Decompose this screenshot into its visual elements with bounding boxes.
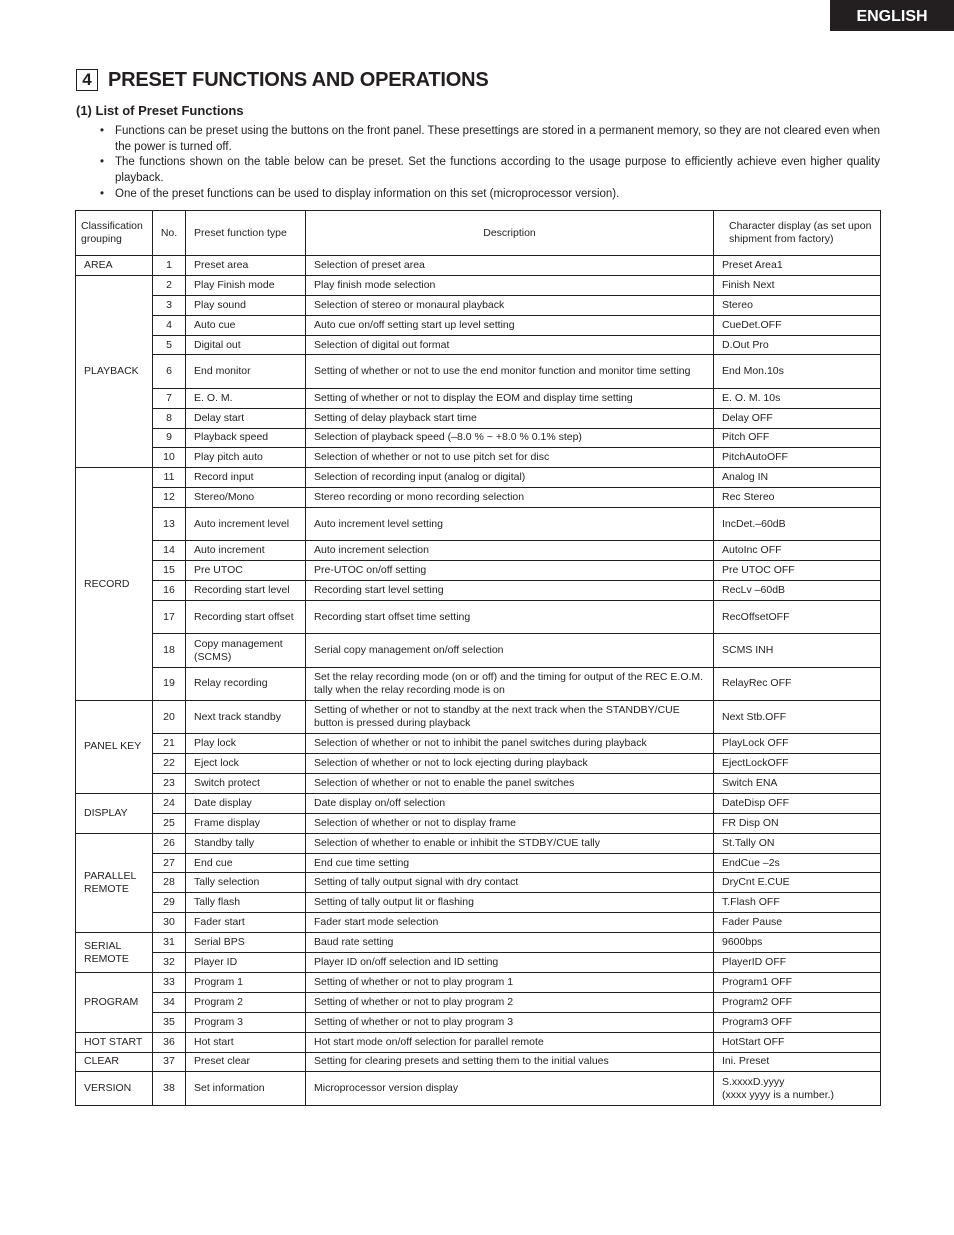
- character-display-cell: Program1 OFF: [714, 972, 881, 992]
- function-number-cell: 7: [153, 388, 186, 408]
- function-type-cell: Program 3: [186, 1012, 306, 1032]
- description-cell: Set the relay recording mode (on or off) and the timing for output of the REC E.O.M. tally when the relay recording mode is on: [306, 667, 714, 700]
- description-cell: Selection of whether or not to lock ejecting during playback: [306, 754, 714, 774]
- function-type-cell: Preset area: [186, 256, 306, 276]
- description-cell: Selection of whether or not to enable the panel switches: [306, 774, 714, 794]
- function-number-cell: 22: [153, 754, 186, 774]
- function-number-cell: 20: [153, 700, 186, 733]
- table-row: [76, 833, 881, 853]
- character-display-cell: RecOffsetOFF: [714, 601, 881, 634]
- table-row: [76, 275, 881, 295]
- character-display-cell: CueDet.OFF: [714, 315, 881, 335]
- table-row: [76, 315, 881, 335]
- table-header-row: [76, 211, 881, 256]
- description-cell: Setting of whether or not to play program 2: [306, 992, 714, 1012]
- classification-cell: DISPLAY: [76, 793, 153, 833]
- character-display-cell: Fader Pause: [714, 913, 881, 933]
- description-cell: Recording start offset time setting: [306, 601, 714, 634]
- function-type-cell: Next track standby: [186, 700, 306, 733]
- description-cell: Selection of stereo or monaural playback: [306, 295, 714, 315]
- description-cell: Selection of whether or not to inhibit the panel switches during playback: [306, 734, 714, 754]
- function-type-cell: End monitor: [186, 355, 306, 388]
- classification-cell: CLEAR: [76, 1052, 153, 1072]
- table-body: [76, 256, 881, 1106]
- function-number-cell: 4: [153, 315, 186, 335]
- function-type-cell: Digital out: [186, 335, 306, 355]
- table-row: [76, 581, 881, 601]
- character-display-cell: E. O. M. 10s: [714, 388, 881, 408]
- table-row: [76, 541, 881, 561]
- function-number-cell: 14: [153, 541, 186, 561]
- function-type-cell: Auto increment: [186, 541, 306, 561]
- function-number-cell: 24: [153, 793, 186, 813]
- function-type-cell: Serial BPS: [186, 933, 306, 953]
- function-number-cell: 8: [153, 408, 186, 428]
- character-display-cell: Preset Area1: [714, 256, 881, 276]
- table-row: [76, 355, 881, 388]
- section-header: [76, 68, 489, 92]
- function-type-cell: Tally flash: [186, 893, 306, 913]
- description-cell: Selection of digital out format: [306, 335, 714, 355]
- description-cell: Microprocessor version display: [306, 1072, 714, 1105]
- classification-cell: VERSION: [76, 1072, 153, 1105]
- description-cell: Selection of whether or not to use pitch set for disc: [306, 448, 714, 468]
- table-row: [76, 388, 881, 408]
- character-display-cell: HotStart OFF: [714, 1032, 881, 1052]
- character-display-cell: Pre UTOC OFF: [714, 561, 881, 581]
- table-row: [76, 933, 881, 953]
- function-number-cell: 13: [153, 508, 186, 541]
- character-display-cell: Stereo: [714, 295, 881, 315]
- description-cell: Setting of delay playback start time: [306, 408, 714, 428]
- table-row: [76, 813, 881, 833]
- function-type-cell: Recording start level: [186, 581, 306, 601]
- function-type-cell: Record input: [186, 468, 306, 488]
- function-number-cell: 32: [153, 953, 186, 973]
- description-cell: Hot start mode on/off selection for parallel remote: [306, 1032, 714, 1052]
- character-display-cell: End Mon.10s: [714, 355, 881, 388]
- classification-cell: PROGRAM: [76, 972, 153, 1032]
- function-number-cell: 21: [153, 734, 186, 754]
- description-cell: Selection of whether or not to display frame: [306, 813, 714, 833]
- preset-functions-table: [75, 210, 881, 1106]
- function-number-cell: 31: [153, 933, 186, 953]
- function-type-cell: Play Finish mode: [186, 275, 306, 295]
- description-cell: Selection of preset area: [306, 256, 714, 276]
- function-number-cell: 15: [153, 561, 186, 581]
- function-type-cell: Relay recording: [186, 667, 306, 700]
- table-row: [76, 295, 881, 315]
- description-cell: Stereo recording or mono recording selection: [306, 488, 714, 508]
- description-cell: End cue time setting: [306, 853, 714, 873]
- table-row: [76, 561, 881, 581]
- function-type-cell: Auto increment level: [186, 508, 306, 541]
- description-cell: Auto cue on/off setting start up level setting: [306, 315, 714, 335]
- description-cell: Baud rate setting: [306, 933, 714, 953]
- character-display-cell: EndCue –2s: [714, 853, 881, 873]
- description-cell: Setting of whether or not to play program 1: [306, 972, 714, 992]
- function-type-cell: Play sound: [186, 295, 306, 315]
- table-row: [76, 1072, 881, 1105]
- function-number-cell: 34: [153, 992, 186, 1012]
- description-cell: Date display on/off selection: [306, 793, 714, 813]
- character-display-cell: Analog IN: [714, 468, 881, 488]
- function-number-cell: 35: [153, 1012, 186, 1032]
- function-type-cell: Eject lock: [186, 754, 306, 774]
- character-display-cell: Pitch OFF: [714, 428, 881, 448]
- function-number-cell: 11: [153, 468, 186, 488]
- classification-cell: SERIAL REMOTE: [76, 933, 153, 973]
- table-row: [76, 913, 881, 933]
- character-display-cell: DateDisp OFF: [714, 793, 881, 813]
- function-number-cell: 27: [153, 853, 186, 873]
- function-number-cell: 9: [153, 428, 186, 448]
- character-display-cell: Ini. Preset: [714, 1052, 881, 1072]
- function-type-cell: Playback speed: [186, 428, 306, 448]
- description-cell: Setting for clearing presets and setting them to the initial values: [306, 1052, 714, 1072]
- character-display-cell: RelayRec OFF: [714, 667, 881, 700]
- classification-cell: PANEL KEY: [76, 700, 153, 793]
- function-type-cell: Standby tally: [186, 833, 306, 853]
- character-display-cell: Program2 OFF: [714, 992, 881, 1012]
- function-number-cell: 3: [153, 295, 186, 315]
- function-type-cell: Auto cue: [186, 315, 306, 335]
- function-type-cell: Frame display: [186, 813, 306, 833]
- character-display-cell: RecLv –60dB: [714, 581, 881, 601]
- table-row: [76, 488, 881, 508]
- function-number-cell: 36: [153, 1032, 186, 1052]
- function-number-cell: 1: [153, 256, 186, 276]
- function-type-cell: Preset clear: [186, 1052, 306, 1072]
- description-cell: Play finish mode selection: [306, 275, 714, 295]
- table-row: [76, 428, 881, 448]
- character-display-cell: St.Tally ON: [714, 833, 881, 853]
- table-row: [76, 1012, 881, 1032]
- intro-bullet-list: [100, 124, 880, 203]
- description-cell: Auto increment level setting: [306, 508, 714, 541]
- header-character-display: Character display (as set upon shipment from factory): [714, 211, 881, 256]
- function-type-cell: Delay start: [186, 408, 306, 428]
- character-display-cell: PlayerID OFF: [714, 953, 881, 973]
- classification-cell: PARALLEL REMOTE: [76, 833, 153, 932]
- table-row: [76, 256, 881, 276]
- character-display-cell: Rec Stereo: [714, 488, 881, 508]
- character-display-cell: EjectLockOFF: [714, 754, 881, 774]
- function-type-cell: E. O. M.: [186, 388, 306, 408]
- description-cell: Selection of recording input (analog or digital): [306, 468, 714, 488]
- function-number-cell: 5: [153, 335, 186, 355]
- function-number-cell: 38: [153, 1072, 186, 1105]
- function-number-cell: 18: [153, 634, 186, 667]
- bullet-item: • One of the preset functions can be used to display information on this set (microprocessor version).: [100, 187, 880, 203]
- table-row: [76, 972, 881, 992]
- function-number-cell: 16: [153, 581, 186, 601]
- function-number-cell: 10: [153, 448, 186, 468]
- function-number-cell: 37: [153, 1052, 186, 1072]
- character-display-cell: D.Out Pro: [714, 335, 881, 355]
- character-display-cell: PlayLock OFF: [714, 734, 881, 754]
- function-type-cell: Date display: [186, 793, 306, 813]
- function-type-cell: Stereo/Mono: [186, 488, 306, 508]
- function-number-cell: 2: [153, 275, 186, 295]
- table-row: [76, 408, 881, 428]
- header-classification: Classification grouping: [76, 211, 153, 256]
- function-type-cell: Tally selection: [186, 873, 306, 893]
- table-row: [76, 754, 881, 774]
- table-row: [76, 734, 881, 754]
- table-row: [76, 335, 881, 355]
- table-row: [76, 774, 881, 794]
- function-type-cell: End cue: [186, 853, 306, 873]
- description-cell: Auto increment selection: [306, 541, 714, 561]
- description-cell: Serial copy management on/off selection: [306, 634, 714, 667]
- function-number-cell: 17: [153, 601, 186, 634]
- function-type-cell: Fader start: [186, 913, 306, 933]
- character-display-cell: Next Stb.OFF: [714, 700, 881, 733]
- table-row: [76, 853, 881, 873]
- language-tab: ENGLISH: [830, 0, 954, 31]
- function-number-cell: 6: [153, 355, 186, 388]
- function-number-cell: 12: [153, 488, 186, 508]
- character-display-cell: T.Flash OFF: [714, 893, 881, 913]
- classification-cell: RECORD: [76, 468, 153, 701]
- table-row: [76, 448, 881, 468]
- function-number-cell: 29: [153, 893, 186, 913]
- character-display-cell: Finish Next: [714, 275, 881, 295]
- character-display-cell: S.xxxxD.yyyy (xxxx yyyy is a number.): [714, 1072, 881, 1105]
- description-cell: Setting of whether or not to use the end monitor function and monitor time setting: [306, 355, 714, 388]
- description-cell: Fader start mode selection: [306, 913, 714, 933]
- function-number-cell: 23: [153, 774, 186, 794]
- function-type-cell: Set information: [186, 1072, 306, 1105]
- table-row: [76, 601, 881, 634]
- table-row: [76, 992, 881, 1012]
- table-row: [76, 953, 881, 973]
- function-type-cell: Copy management (SCMS): [186, 634, 306, 667]
- function-number-cell: 25: [153, 813, 186, 833]
- table-row: [76, 508, 881, 541]
- header-no: No.: [153, 211, 186, 256]
- function-type-cell: Play pitch auto: [186, 448, 306, 468]
- table-row: [76, 700, 881, 733]
- function-type-cell: Pre UTOC: [186, 561, 306, 581]
- table-row: [76, 1052, 881, 1072]
- classification-cell: AREA: [76, 256, 153, 276]
- classification-cell: PLAYBACK: [76, 275, 153, 467]
- function-number-cell: 30: [153, 913, 186, 933]
- description-cell: Setting of tally output signal with dry contact: [306, 873, 714, 893]
- table-row: [76, 1032, 881, 1052]
- function-type-cell: Program 1: [186, 972, 306, 992]
- description-cell: Selection of playback speed (–8.0 % ~ +8.0 % 0.1% step): [306, 428, 714, 448]
- description-cell: Selection of whether to enable or inhibit the STDBY/CUE tally: [306, 833, 714, 853]
- function-number-cell: 33: [153, 972, 186, 992]
- function-type-cell: Hot start: [186, 1032, 306, 1052]
- character-display-cell: Switch ENA: [714, 774, 881, 794]
- character-display-cell: IncDet.–60dB: [714, 508, 881, 541]
- table-row: [76, 873, 881, 893]
- bullet-item: • Functions can be preset using the buttons on the front panel. These presettings are stored in a permanent memory, so they are not cleared even when the power is turned off.: [100, 124, 880, 155]
- function-number-cell: 28: [153, 873, 186, 893]
- description-cell: Setting of tally output lit or flashing: [306, 893, 714, 913]
- description-cell: Player ID on/off selection and ID setting: [306, 953, 714, 973]
- function-type-cell: Switch protect: [186, 774, 306, 794]
- character-display-cell: SCMS INH: [714, 634, 881, 667]
- character-display-cell: DryCnt E.CUE: [714, 873, 881, 893]
- function-number-cell: 19: [153, 667, 186, 700]
- description-cell: Setting of whether or not to standby at the next track when the STANDBY/CUE button is pressed during playback: [306, 700, 714, 733]
- description-cell: Recording start level setting: [306, 581, 714, 601]
- description-cell: Setting of whether or not to play program 3: [306, 1012, 714, 1032]
- section-title: PRESET FUNCTIONS AND OPERATIONS: [108, 68, 489, 91]
- function-type-cell: Player ID: [186, 953, 306, 973]
- function-type-cell: Recording start offset: [186, 601, 306, 634]
- function-number-cell: 26: [153, 833, 186, 853]
- classification-cell: HOT START: [76, 1032, 153, 1052]
- table-row: [76, 634, 881, 667]
- character-display-cell: PitchAutoOFF: [714, 448, 881, 468]
- header-type: Preset function type: [186, 211, 306, 256]
- character-display-cell: FR Disp ON: [714, 813, 881, 833]
- description-cell: Setting of whether or not to display the EOM and display time setting: [306, 388, 714, 408]
- table-row: [76, 793, 881, 813]
- character-display-cell: 9600bps: [714, 933, 881, 953]
- section-number: 4: [76, 69, 98, 91]
- table-row: [76, 667, 881, 700]
- subsection-title: (1) List of Preset Functions: [76, 103, 244, 118]
- character-display-cell: Program3 OFF: [714, 1012, 881, 1032]
- function-type-cell: Play lock: [186, 734, 306, 754]
- bullet-item: • The functions shown on the table below can be preset. Set the functions according to the usage purpose to efficiently achieve even higher quality playback.: [100, 155, 880, 186]
- table-row: [76, 468, 881, 488]
- header-description: Description: [306, 211, 714, 256]
- character-display-cell: Delay OFF: [714, 408, 881, 428]
- description-cell: Pre-UTOC on/off setting: [306, 561, 714, 581]
- function-type-cell: Program 2: [186, 992, 306, 1012]
- table-row: [76, 893, 881, 913]
- character-display-cell: AutoInc OFF: [714, 541, 881, 561]
